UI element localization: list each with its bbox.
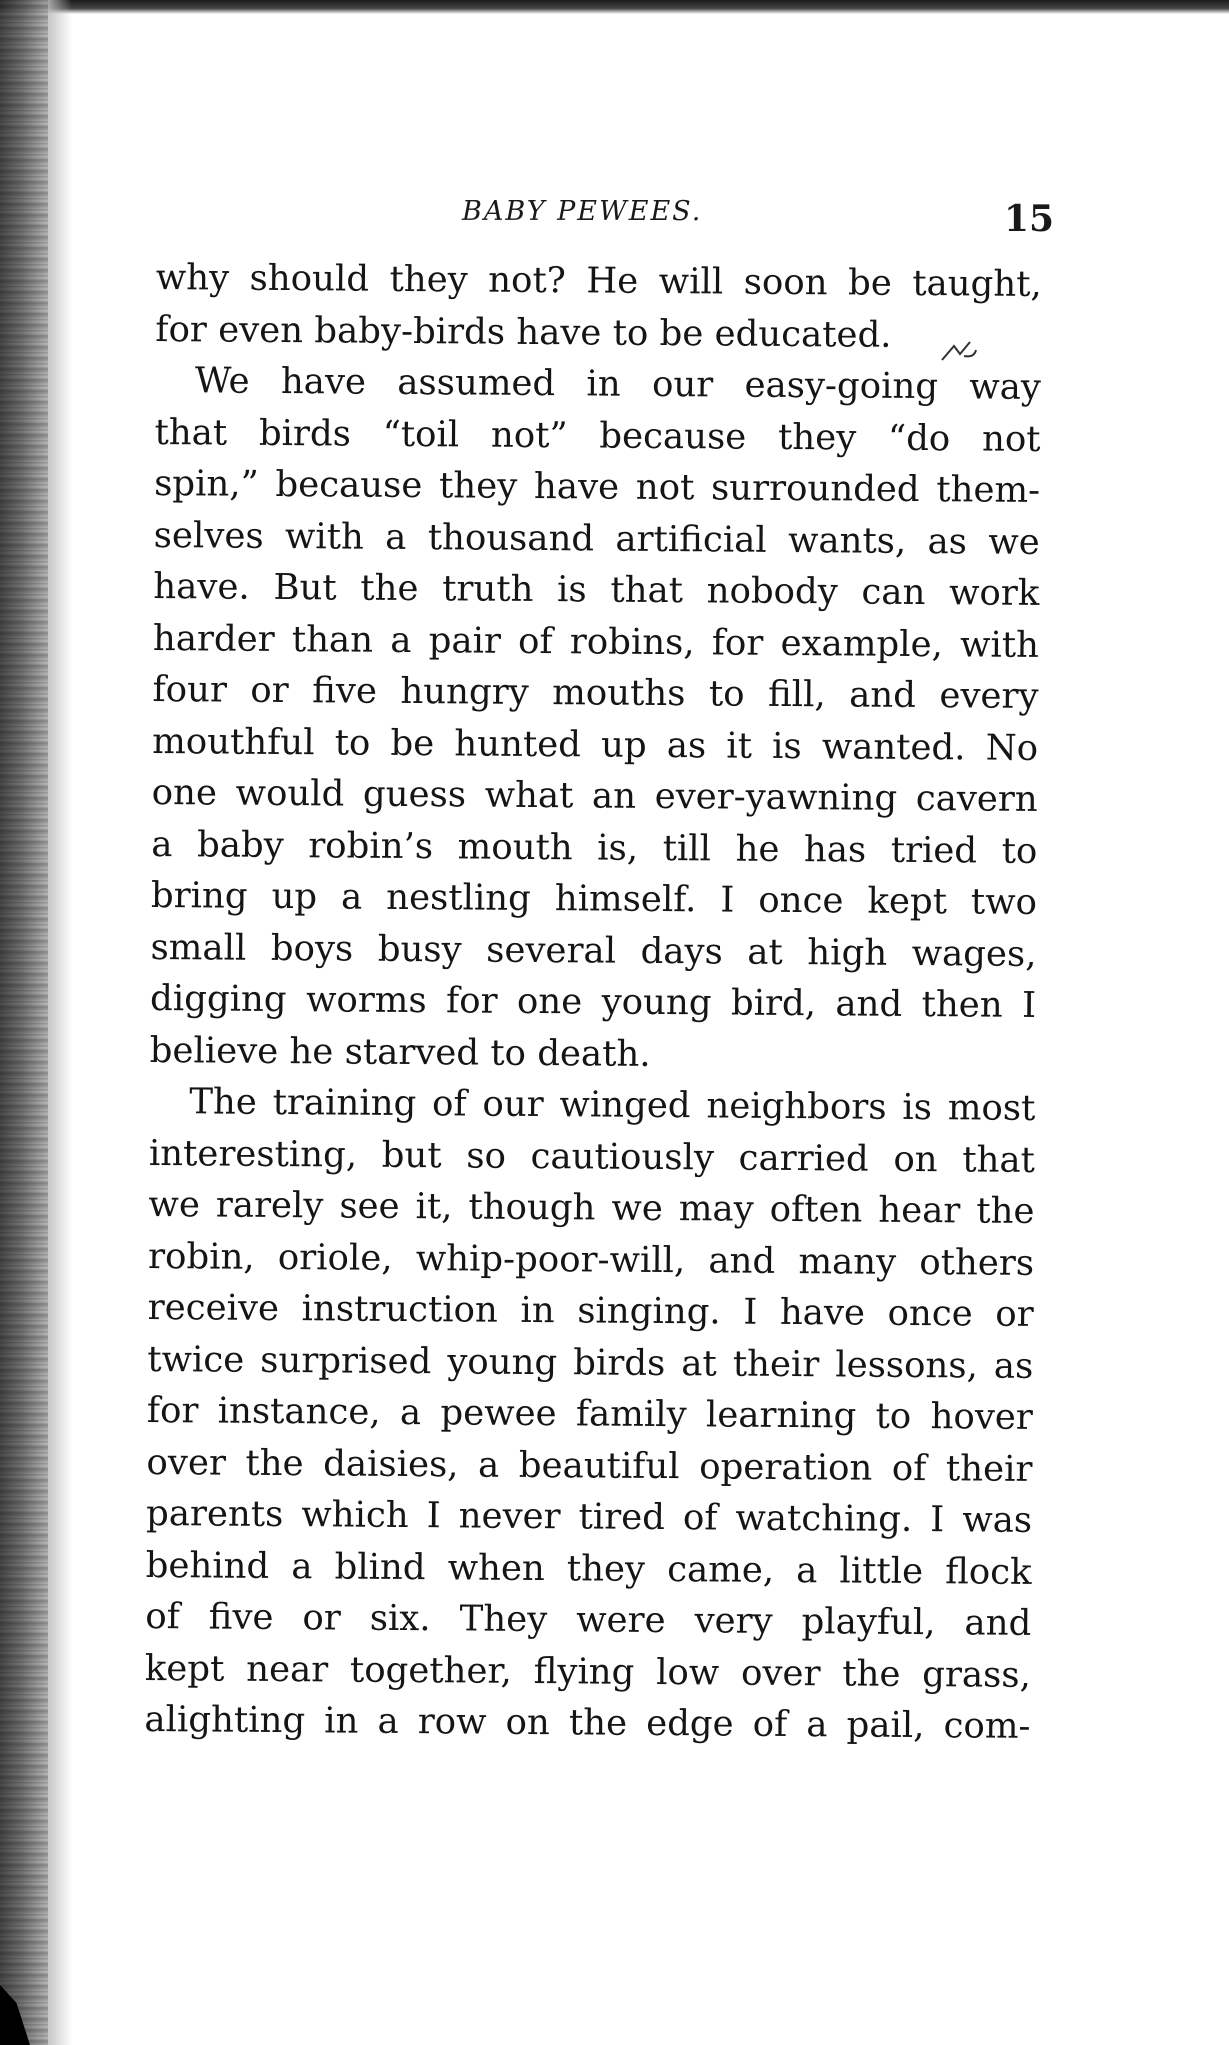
text-line: of five or six. They were very playful, and bbox=[145, 1595, 1032, 1644]
text-line: over the daisies, a beautiful operation of their bbox=[146, 1441, 1033, 1490]
text-line: receive instruction in singing. I have once or bbox=[147, 1286, 1034, 1335]
text-line: small boys busy several days at high wages, bbox=[150, 926, 1037, 975]
text-line: parents which I never tired of watching. I was bbox=[145, 1492, 1033, 1541]
text-line: robin, oriole, whip-poor-will, and many others bbox=[147, 1235, 1035, 1284]
text-line: for instance, a pewee family learning to hover bbox=[146, 1389, 1034, 1438]
running-head: BABY PEWEES. bbox=[462, 196, 703, 227]
text-line: twice surprised young birds at their lessons, as bbox=[147, 1338, 1034, 1387]
text-line: bring up a nestling himself. I once kept two bbox=[150, 874, 1038, 923]
text-line: a baby robin’s mouth is, till he has tried to bbox=[151, 823, 1038, 872]
text-line: spin,” because they have not surrounded them- bbox=[154, 462, 1041, 511]
text-line: for even baby-birds have to be educated. bbox=[155, 308, 892, 356]
text-line: why should they not? He will soon be taught, bbox=[155, 256, 1042, 305]
text-line: interesting, but so cautiously carried on that bbox=[148, 1132, 1036, 1181]
binding-speckle bbox=[0, 0, 48, 2045]
page-number: 15 bbox=[1004, 198, 1055, 240]
text-line: harder than a pair of robins, for example, with bbox=[152, 617, 1040, 666]
text-line: we rarely see it, though we may often hear the bbox=[148, 1183, 1035, 1232]
body-text bbox=[144, 252, 1042, 1752]
text-line: alighting in a row on the edge of a pail, com- bbox=[144, 1698, 1031, 1747]
text-line: The training of our winged neighbors is most bbox=[189, 1081, 1036, 1129]
text-line: that birds “toil not” because they “do not bbox=[154, 411, 1041, 460]
page-top-edge bbox=[0, 0, 1229, 14]
text-line: one would guess what an ever-yawning cavern bbox=[151, 771, 1038, 820]
text-line: digging worms for one young bird, and then I bbox=[149, 977, 1037, 1026]
text-line: selves with a thousand artificial wants, as we bbox=[153, 514, 1040, 563]
text-line: kept near together, flying low over the grass, bbox=[144, 1647, 1032, 1696]
text-line: have. But the truth is that nobody can work bbox=[153, 565, 1040, 614]
text-line: four or five hungry mouths to fill, and every bbox=[152, 668, 1039, 717]
text-line: behind a blind when they came, a little flock bbox=[145, 1544, 1032, 1593]
text-line: mouthful to be hunted up as it is wanted. No bbox=[151, 720, 1039, 769]
text-line: believe he starved to death. bbox=[149, 1029, 651, 1075]
text-line: We have assumed in our easy-going way bbox=[194, 360, 1042, 408]
